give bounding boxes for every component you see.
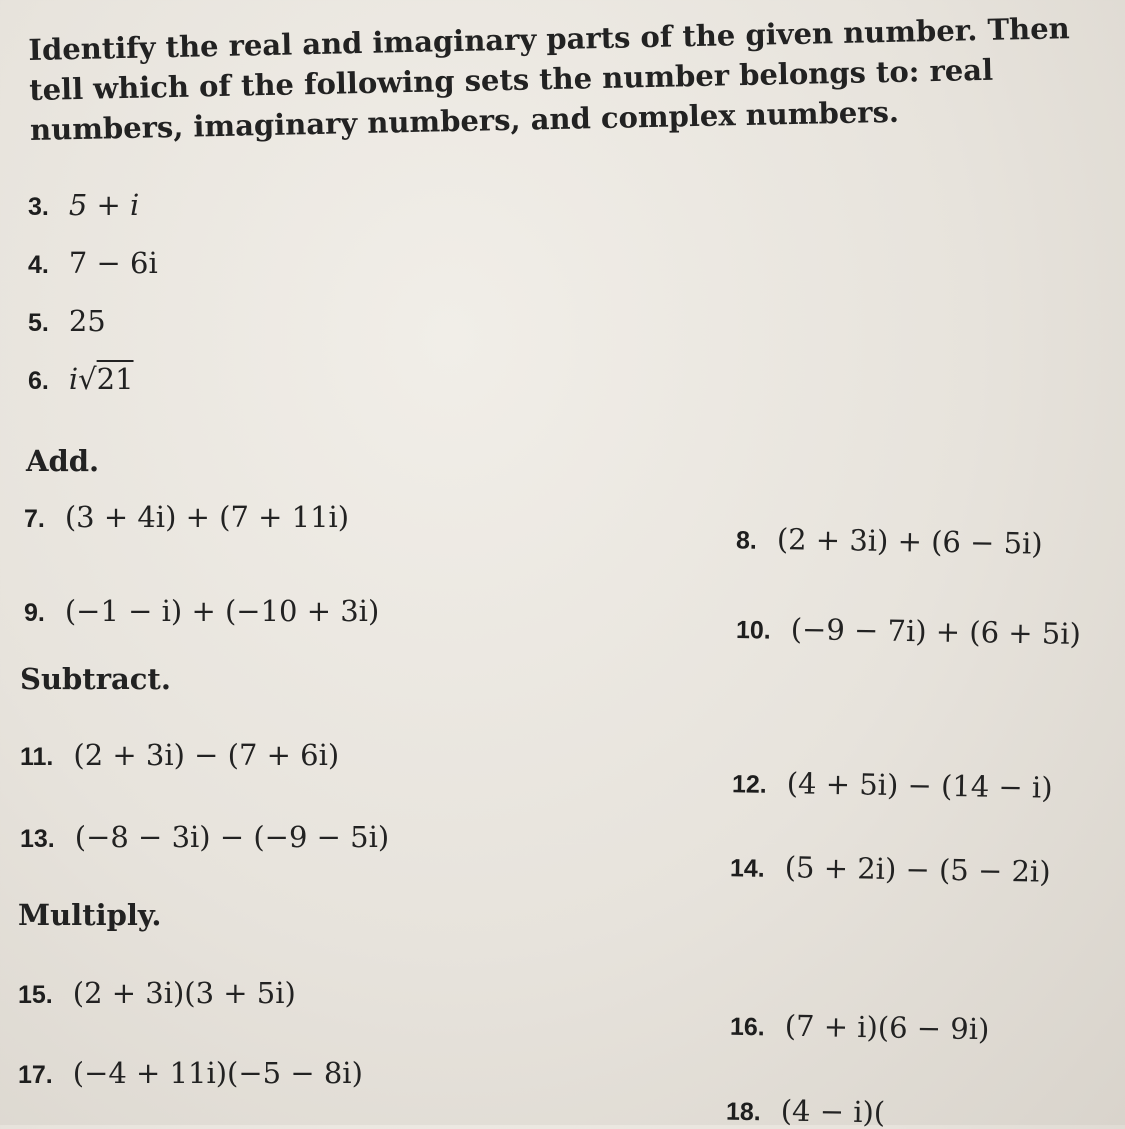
problem-expression: 7 − 6i	[68, 246, 158, 280]
problem-expression: (−4 + 11i)(−5 − 8i)	[72, 1056, 363, 1090]
problem-expression: (7 + i)(6 − 9i)	[784, 1008, 990, 1047]
problem-13	[20, 820, 389, 854]
problem-number: 10.	[735, 615, 771, 645]
problem-expression: (−9 − 7i) + (6 + 5i)	[790, 611, 1082, 652]
problem-expression: (2 + 3i)(3 + 5i)	[72, 976, 296, 1010]
problem-expression: (5 + 2i) − (5 − 2i)	[784, 850, 1051, 889]
instructions-text: Identify the real and imaginary parts of the given number. Then tell which of the following sets the number belongs to: real numbers, imaginary numbers, and complex numbers.	[28, 11, 1071, 147]
problem-expression: 5 + i	[68, 188, 140, 222]
problem-5	[28, 304, 106, 338]
problem-18	[726, 1093, 886, 1129]
problem-number: 14.	[729, 854, 765, 883]
problem-number: 11.	[20, 743, 54, 771]
problem-expression: (2 + 3i) + (6 − 5i)	[776, 522, 1043, 561]
problem-expression: (4 + 5i) − (14 − i)	[786, 766, 1053, 805]
section-heading-multiply: Multiply.	[18, 898, 162, 932]
problem-6	[28, 362, 134, 396]
problem-expression: 25	[68, 304, 106, 338]
problem-number: 8.	[735, 526, 758, 555]
problem-expression: (−8 − 3i) − (−9 − 5i)	[74, 820, 390, 854]
problem-expression-prefix: i√	[68, 362, 97, 396]
problem-expression: (4 − i)(	[780, 1093, 886, 1129]
problem-14	[730, 849, 1051, 889]
section-heading-add: Add.	[26, 444, 100, 478]
problem-10	[736, 611, 1081, 651]
problem-number: 18.	[725, 1097, 761, 1127]
problem-number: 16.	[729, 1012, 765, 1042]
problem-4	[28, 246, 158, 280]
problem-number: 15.	[18, 981, 53, 1009]
problem-15	[18, 976, 296, 1010]
problem-number: 5.	[28, 309, 49, 337]
problem-7	[24, 500, 349, 534]
problem-number: 3.	[28, 193, 49, 221]
problem-expression: (−1 − i) + (−10 + 3i)	[64, 594, 380, 628]
problem-8	[736, 521, 1043, 560]
problem-number: 9.	[24, 599, 45, 627]
problem-number: 17.	[18, 1061, 53, 1089]
problem-number: 4.	[28, 251, 49, 279]
section-heading-subtract: Subtract.	[20, 662, 171, 696]
problem-number: 6.	[28, 367, 49, 395]
problem-expression-radicand: 21	[96, 362, 134, 396]
problem-16	[730, 1008, 990, 1047]
problem-expression: (2 + 3i) − (7 + 6i)	[73, 738, 340, 772]
problem-number: 7.	[24, 505, 45, 533]
problem-3	[28, 188, 139, 222]
problem-11	[20, 738, 339, 772]
problem-17	[18, 1056, 363, 1090]
problem-expression: (3 + 4i) + (7 + 11i)	[64, 500, 350, 534]
problem-9	[24, 594, 379, 628]
problem-number: 13.	[20, 825, 55, 853]
problem-12	[732, 765, 1053, 805]
problem-number: 12.	[731, 770, 767, 799]
